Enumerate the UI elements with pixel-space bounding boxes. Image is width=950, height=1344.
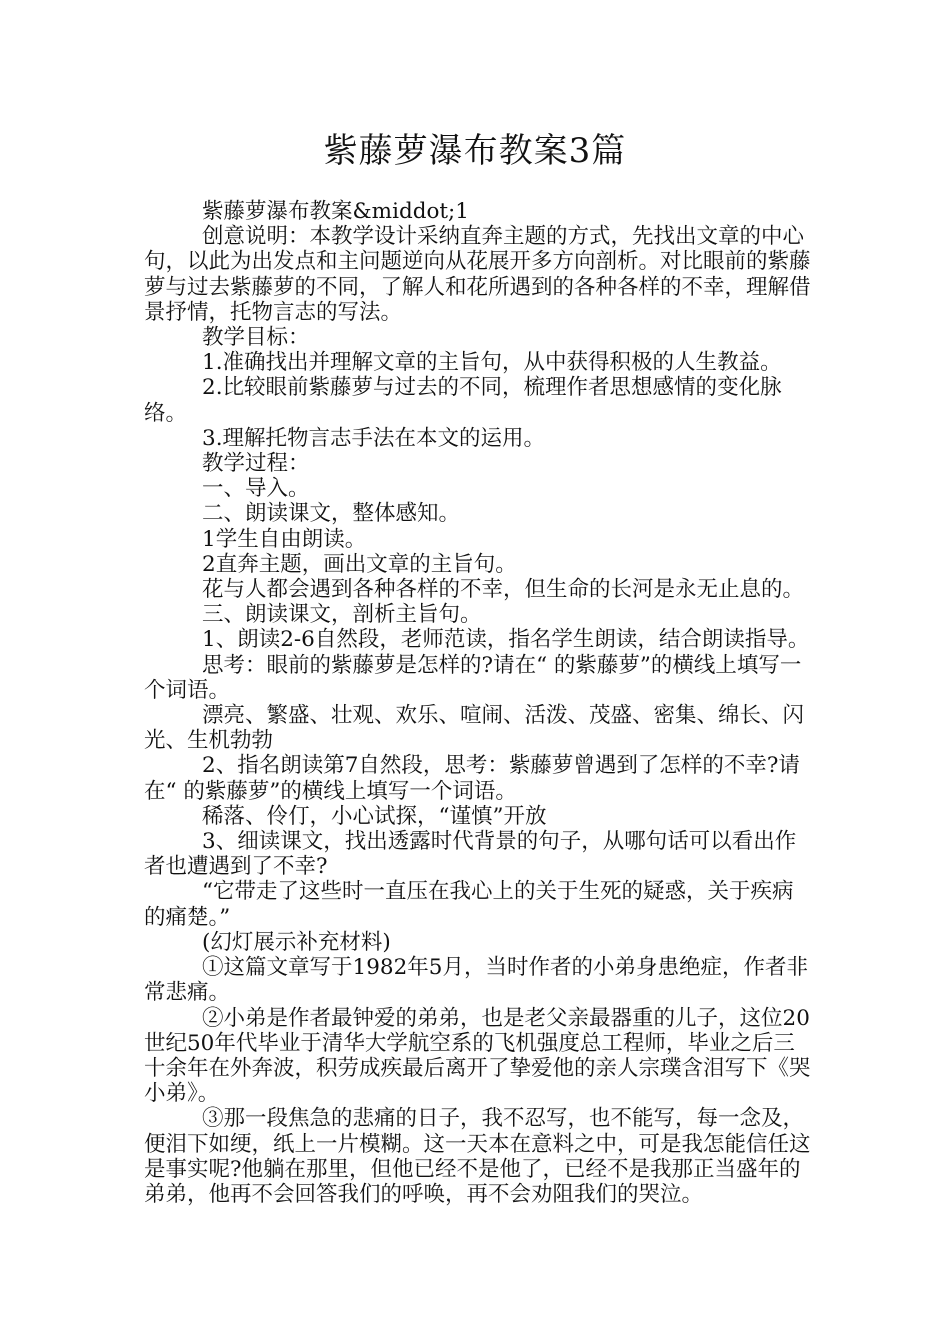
paragraph: 二、朗读课文，整体感知。 (202, 501, 461, 527)
paragraph: 漂亮、繁盛、壮观、欢乐、喧闹、活泼、茂盛、密集、绵长、闪光、生机勃勃 (144, 703, 805, 754)
document-title: 紫藤萝瀑布教案3篇 (323, 131, 627, 171)
paragraph: 花与人都会遇到各种各样的不幸，但生命的长河是永无止息的。 (202, 577, 805, 603)
paragraph: 思考：眼前的紫藤萝是怎样的?请在“ 的紫藤萝”的横线上填写一个词语。 (144, 652, 802, 703)
paragraph: 稀落、伶仃，小心试探，“谨慎”开放 (202, 803, 547, 829)
paragraph: 三、朗读课文，剖析主旨句。 (202, 602, 482, 628)
paragraph: 教学目标： (202, 325, 310, 351)
paragraph: 紫藤萝瀑布教案&middot;1 (202, 199, 469, 224)
paragraph: 创意说明：本教学设计采纳直奔主题的方式，先找出文章的中心句，以此为出发点和主问题逆向从花展开多方向剖析。对比眼前的紫藤萝与过去紫藤萝的不同，了解人和花所遇到的各种各样的不幸，理解借景抒情，托物言志的写法。 (144, 224, 811, 325)
paragraph: (幻灯展示补充材料) (202, 929, 391, 955)
paragraph: 2直奔主题，画出文章的主旨句。 (202, 551, 517, 577)
paragraph: 1、朗读2-6自然段，老师范读，指名学生朗读，结合朗读指导。 (202, 627, 810, 653)
paragraph: ①这篇文章写于1982年5月，当时作者的小弟身患绝症，作者非常悲痛。 (144, 955, 808, 1006)
paragraph: “它带走了这些时一直压在我心上的关于生死的疑惑，关于疾病的痛楚。” (144, 879, 794, 930)
paragraph: ②小弟是作者最钟爱的弟弟，也是老父亲最器重的儿子，这位20世纪50年代毕业于清华大学航空系的飞机强度总工程师，毕业之后三十余年在外奔波，积劳成疾最后离开了挚爱他的亲人宗璞含泪写下《哭小弟》。 (144, 1005, 811, 1107)
paragraph: 2.比较眼前紫藤萝与过去的不同，梳理作者思想感情的变化脉络。 (144, 375, 782, 426)
paragraph: 3、细读课文，找出透露时代背景的句子，从哪句话可以看出作者也遭遇到了不幸? (144, 829, 797, 880)
paragraph: 教学过程： (202, 451, 310, 477)
paragraph: 一、导入。 (202, 476, 310, 502)
document-body (144, 199, 812, 1207)
paragraph: ③那一段焦急的悲痛的日子，我不忍写，也不能写，每一念及，便泪下如绠，纸上一片模糊。这一天本在意料之中，可是我怎能信任这是事实呢?他躺在那里，但他已经不是他了，已经不是我那正当盛年的弟弟，他再不会回答我们的呼唤，再不会劝阻我们的哭泣。 (144, 1106, 811, 1207)
paragraph: 3.理解托物言志手法在本文的运用。 (202, 425, 546, 451)
paragraph: 2、指名朗读第7自然段，思考：紫藤萝曾遇到了怎样的不幸?请在“ 的紫藤萝”的横线上填写一个词语。 (144, 753, 800, 804)
paragraph: 1学生自由朗读。 (202, 526, 367, 552)
paragraph: 1.准确找出并理解文章的主旨句，从中获得积极的人生教益。 (202, 350, 782, 376)
